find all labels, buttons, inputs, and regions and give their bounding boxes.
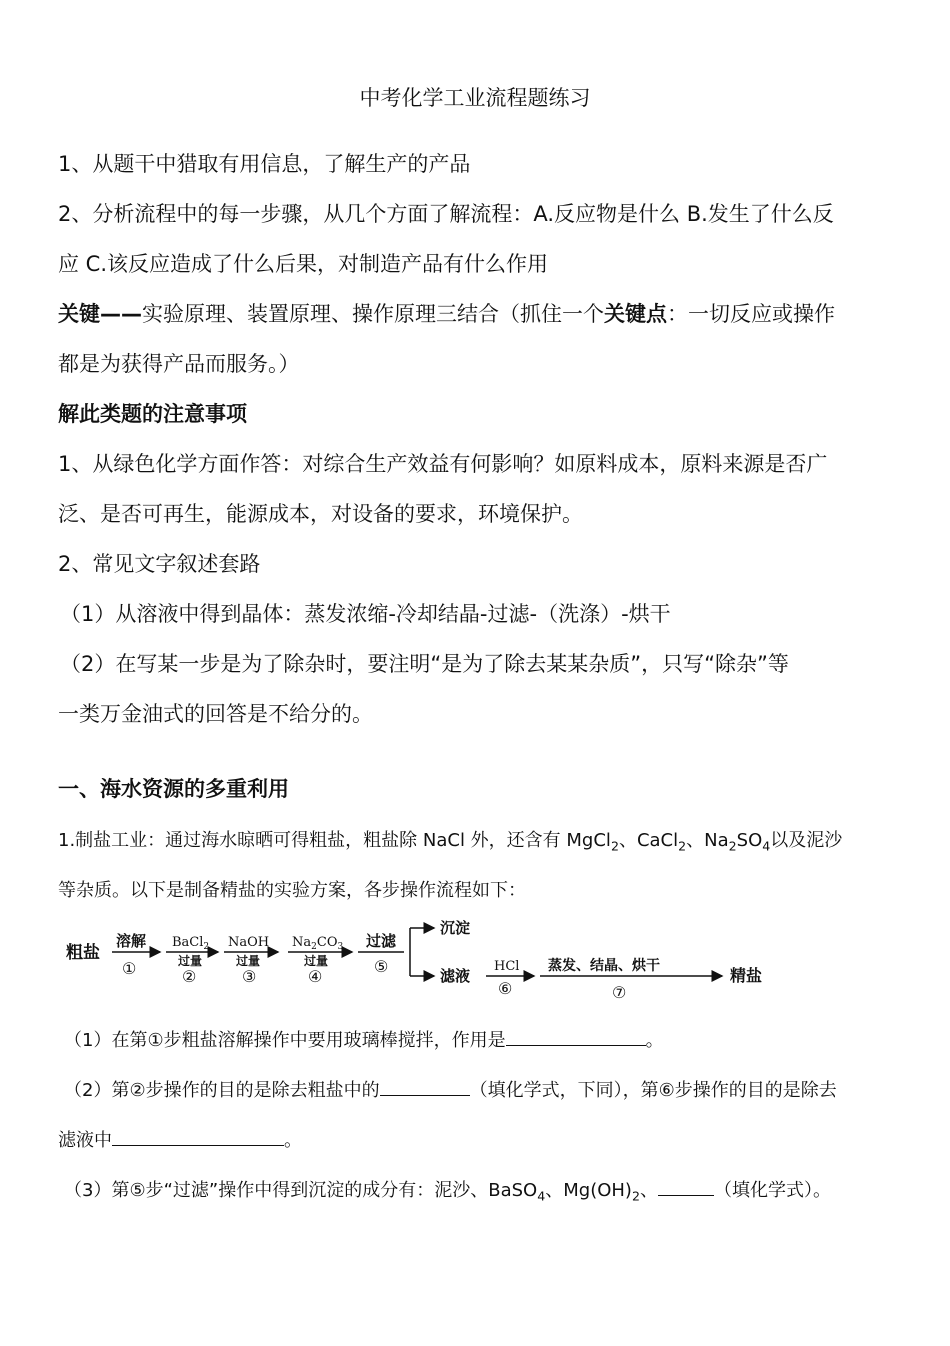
answer-blank-4[interactable] — [658, 1177, 714, 1196]
notes-heading: 解此类题的注意事项 — [58, 402, 247, 426]
process-flow-diagram — [60, 918, 800, 1002]
q1-text-d: SO — [736, 830, 763, 851]
sub-question-2-text-a: （2）第②步操作的目的是除去粗盐中的 — [64, 1080, 380, 1101]
sub-question-1-end: 。 — [645, 1030, 664, 1051]
q1-sub-4: 4 — [762, 838, 771, 854]
answer-blank-1[interactable] — [506, 1027, 646, 1046]
step-2-number: ② — [182, 967, 197, 986]
note-2-item-2-line-2: 一类万金油式的回答是不给分的。 — [58, 702, 373, 726]
q1-sub-1: 2 — [610, 838, 619, 854]
sub-question-3-text-c: 、 — [639, 1180, 658, 1201]
sub-question-2-text-b: （填化学式，下同），第⑥步操作的目的是除去 — [469, 1080, 837, 1101]
section-1-heading: 一、海水资源的多重利用 — [58, 777, 289, 801]
key-paragraph-line-1 — [58, 298, 835, 328]
sub-question-2-text-c: 滤液中 — [58, 1130, 112, 1151]
note-1-line-2: 泛、是否可再生，能源成本，对设备的要求，环境保护。 — [58, 502, 583, 526]
filtrate-label: 滤液 — [440, 967, 471, 985]
key-text-2: ：一切反应或操作 — [667, 302, 835, 326]
question-1-line-2: 等杂质。以下是制备精盐的实验方案，各步操作流程如下： — [58, 880, 526, 901]
precipitate-label: 沉淀 — [440, 919, 471, 937]
page-title: 中考化学工业流程题练习 — [359, 86, 591, 110]
step-4-number: ④ — [308, 967, 323, 986]
step-2-reagent: BaCl$_2$ — [172, 935, 210, 952]
step-1-label: 溶解 — [116, 932, 147, 950]
step-3-reagent: NaOH — [228, 935, 270, 950]
note-1-line-1: 1、从绿色化学方面作答：对综合生产效益有何影响？如原料成本，原料来源是否广 — [58, 452, 828, 476]
step-1-number: ① — [122, 959, 137, 978]
sub-question-1-text: （1）在第①步粗盐溶解操作中要用玻璃棒搅拌，作用是 — [64, 1030, 506, 1051]
q1-text-b: 、CaCl — [618, 830, 679, 851]
key-point: 关键点 — [604, 302, 667, 326]
sub-question-3 — [64, 1176, 831, 1204]
answer-blank-2[interactable] — [380, 1077, 470, 1096]
step-3-number: ③ — [242, 967, 257, 986]
step-5-number: ⑤ — [374, 957, 389, 976]
question-1-line-1 — [58, 826, 842, 854]
answer-blank-3[interactable] — [112, 1127, 284, 1146]
sub-question-2-end: 。 — [284, 1130, 302, 1151]
sub-question-3-sub-2: 2 — [631, 1188, 640, 1204]
sub-question-3-text-a: （3）第⑤步“过滤”操作中得到沉淀的成分有：泥沙、BaSO — [64, 1180, 538, 1201]
step-5-label: 过滤 — [366, 932, 397, 950]
intro-point-1: 1、从题干中猎取有用信息，了解生产的产品 — [58, 152, 471, 176]
sub-question-3-text-b: 、Mg(OH) — [545, 1180, 632, 1201]
step-2-excess: 过量 — [178, 954, 203, 968]
sub-question-2-line-1 — [64, 1076, 837, 1102]
sub-question-2-line-2 — [58, 1126, 302, 1152]
intro-point-2-line-1: 2、分析流程中的每一步骤，从几个方面了解流程：A.反应物是什么 B.发生了什么反 — [58, 202, 834, 226]
intro-point-2-line-2: 应 C.该反应造成了什么后果，对制造产品有什么作用 — [58, 252, 549, 276]
step-7-label: 蒸发、结晶、烘干 — [548, 958, 660, 974]
q1-text-c: 、Na — [686, 830, 729, 851]
note-2: 2、常见文字叙述套路 — [58, 552, 261, 576]
q1-text-a: 1.制盐工业：通过海水晾晒可得粗盐，粗盐除 NaCl 外，还含有 MgCl — [58, 830, 611, 851]
step-4-excess: 过量 — [304, 954, 329, 968]
step-4-reagent: $Na_2CO_3$ — [292, 935, 344, 952]
key-label: 关键—— — [58, 302, 142, 326]
flow-start-crude-salt: 粗盐 — [66, 943, 100, 963]
q1-text-e: 以及泥沙 — [770, 830, 843, 851]
sub-question-3-sub-1: 4 — [537, 1188, 546, 1204]
key-text-1: 实验原理、装置原理、操作原理三结合（抓住一个 — [142, 302, 604, 326]
note-2-item-1: （1）从溶液中得到晶体：蒸发浓缩-冷却结晶-过滤-（洗涤）-烘干 — [60, 602, 671, 626]
flow-end-refined-salt: 精盐 — [730, 966, 763, 985]
step-3-excess: 过量 — [236, 954, 261, 968]
step-6-number: ⑥ — [498, 979, 513, 998]
note-2-item-2-line-1: （2）在写某一步是为了除杂时，要注明“是为了除去某某杂质”，只写“除杂”等 — [60, 652, 789, 676]
key-paragraph-line-2: 都是为获得产品而服务。） — [58, 352, 300, 376]
sub-question-3-end: （填化学式）。 — [713, 1180, 831, 1201]
step-7-number: ⑦ — [612, 983, 627, 1002]
sub-question-1 — [64, 1026, 664, 1052]
q1-sub-3: 2 — [728, 838, 737, 854]
q1-sub-2: 2 — [678, 838, 687, 854]
step-6-reagent: HCl — [494, 959, 520, 974]
